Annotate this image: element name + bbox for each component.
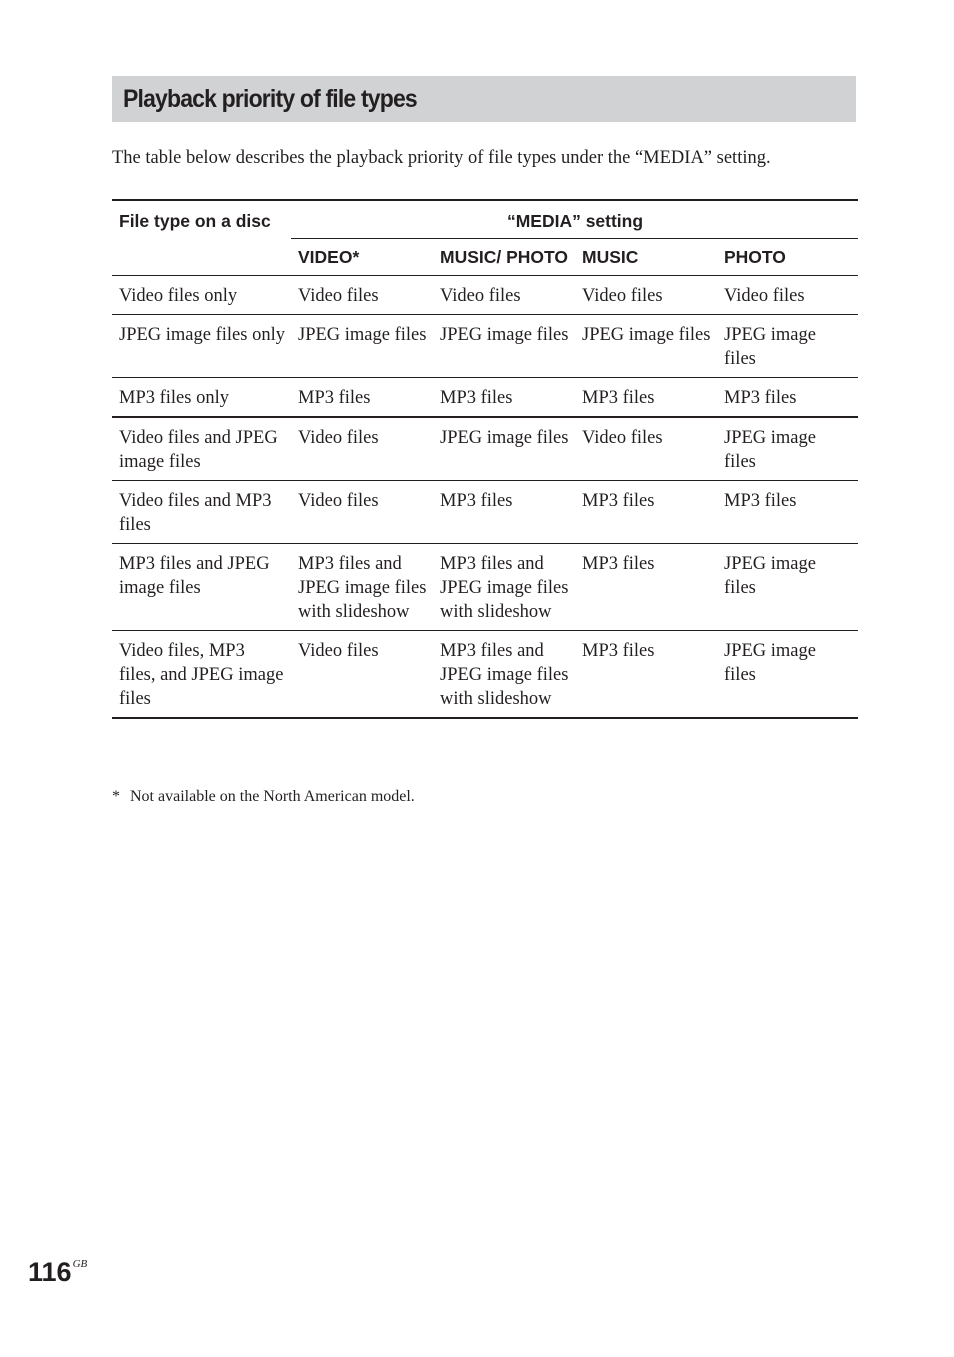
table-cell: MP3 files bbox=[724, 388, 797, 408]
page-number bbox=[28, 1246, 87, 1290]
table-cell: MP3 files and JPEG image files with slideshow bbox=[440, 554, 569, 622]
media-setting-group-header: “MEDIA” setting bbox=[291, 200, 858, 239]
table-row bbox=[112, 631, 858, 719]
table-cell: Video files bbox=[724, 286, 805, 306]
table-cell: JPEG image files bbox=[724, 641, 816, 685]
table-cell: Video files bbox=[298, 286, 379, 306]
table-cell: MP3 files bbox=[724, 491, 797, 511]
table-cell: Video files bbox=[440, 286, 521, 306]
table-cell: Video files bbox=[298, 641, 379, 661]
table-cell: JPEG image files bbox=[724, 428, 816, 472]
section-title: Playback priority of file types bbox=[123, 84, 417, 113]
table-row bbox=[112, 417, 858, 481]
row-file-type: Video files, MP3 files, and JPEG image files bbox=[119, 641, 284, 709]
page-number-suffix: GB bbox=[72, 1258, 88, 1270]
footnote bbox=[112, 786, 415, 808]
row-file-type: Video files and MP3 files bbox=[119, 491, 272, 535]
column-header-photo: PHOTO bbox=[724, 247, 786, 267]
row-file-type: MP3 files only bbox=[119, 388, 229, 408]
table-cell: JPEG image files bbox=[582, 325, 711, 345]
table-cell: MP3 files bbox=[582, 641, 655, 661]
page-number-value: 116 bbox=[28, 1257, 72, 1287]
footnote-mark: * bbox=[112, 788, 120, 805]
row-file-type: MP3 files and JPEG image files bbox=[119, 554, 270, 598]
table-cell: MP3 files bbox=[582, 554, 655, 574]
table-cell: MP3 files bbox=[582, 491, 655, 511]
table-row bbox=[112, 315, 858, 378]
file-type-column-header: File type on a disc bbox=[119, 211, 271, 231]
table-cell: JPEG image files bbox=[724, 325, 816, 369]
table-cell: Video files bbox=[298, 428, 379, 448]
section-heading bbox=[112, 76, 856, 122]
table-cell: MP3 files bbox=[298, 388, 371, 408]
table-cell: MP3 files and JPEG image files with slideshow bbox=[440, 641, 569, 709]
row-file-type: Video files only bbox=[119, 286, 238, 306]
table-cell: Video files bbox=[298, 491, 379, 511]
column-header-music: MUSIC bbox=[582, 247, 639, 267]
table-cell: Video files bbox=[582, 286, 663, 306]
table-cell: JPEG image files bbox=[440, 325, 569, 345]
table-cell: MP3 files and JPEG image files with slideshow bbox=[298, 554, 427, 622]
table-cell: MP3 files bbox=[582, 388, 655, 408]
table-cell: JPEG image files bbox=[724, 554, 816, 598]
column-header-music-photo: MUSIC/ PHOTO bbox=[440, 247, 569, 267]
table-cell: Video files bbox=[582, 428, 663, 448]
footnote-text: Not available on the North American model. bbox=[130, 788, 415, 805]
row-file-type: JPEG image files only bbox=[119, 325, 285, 345]
table-cell: MP3 files bbox=[440, 388, 513, 408]
table-cell: JPEG image files bbox=[298, 325, 427, 345]
table-cell: MP3 files bbox=[440, 491, 513, 511]
table-row bbox=[112, 544, 858, 631]
table-row bbox=[112, 481, 858, 544]
table-cell: JPEG image files bbox=[440, 428, 569, 448]
table-row bbox=[112, 378, 858, 418]
column-header-video: VIDEO* bbox=[298, 247, 360, 267]
playback-priority-table bbox=[112, 199, 858, 719]
table-row bbox=[112, 276, 858, 315]
intro-paragraph: The table below describes the playback priority of file types under the “MEDIA” setting. bbox=[112, 148, 771, 168]
row-file-type: Video files and JPEG image files bbox=[119, 428, 278, 472]
